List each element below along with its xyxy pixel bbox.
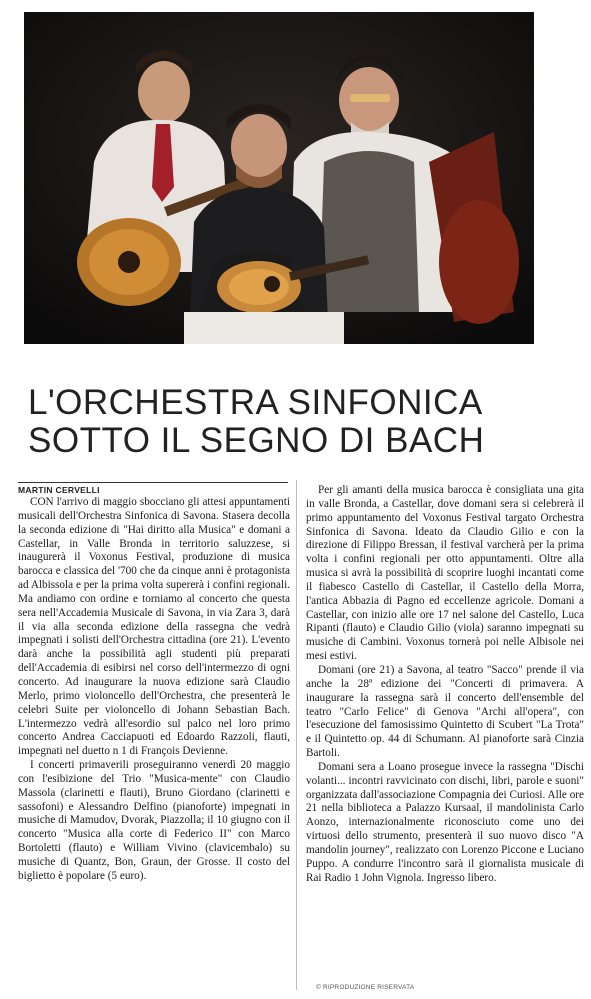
column-divider bbox=[296, 480, 297, 990]
paragraph: Domani (ore 21) a Savona, al teatro "Sacco" prende il via anche la 28ª edizione dei "Concerti di primavera. A inaugurare la rassegna sarà il concerto dell'ensemble del teatro "Carlo Felice" di Genova "Archi all'opera", con l'esecuzione del famosissimo Quintetto di Scubert "La Trota" e il Quintetto op. 44 di Schumann. Al pianoforte sarà Cinzia Bartoli. bbox=[306, 663, 584, 760]
headline-line-1: L'ORCHESTRA SINFONICA bbox=[28, 383, 483, 422]
article-headline bbox=[28, 384, 568, 460]
paragraph: I concerti primaverili proseguiranno venerdì 20 maggio con l'esibizione del Trio "Musica-mente" con Claudio Massola (clarinetti e flauti), Bruno Giordano (clarinetti e sassofoni) e Alessandro Delfino (pianoforte) impegnati in musiche di Mamudov, Dvorak, Piazzolla; il 10 giugno con il concerto "Musica alla corte di Federico II" con Marco Bortoletti (flauto) e William Vivino (clavicembalo) su musiche di Quantz, Bon, Graun, der Grosse. Il costo del biglietto è popolare (5 euro). bbox=[18, 759, 290, 882]
paragraph: Per gli amanti della musica barocca è consigliata una gita in valle Bronda, a Castellar, dove domani sera si celebrerà il primo appuntamento del Voxonus Festival targato Orchestra Sinfonica di Savona. Ideato da Claudio Gilio e con la direzione di Filippo Bressan, il festival varcherà per la prima volta i confini regionali per otto appuntamenti. Oltre alla musica si avrà la possibilità di scoprire luoghi incantati come il fiabesco Castello di Castellar, il Castello della Morra, l'antica Abbazia di Pagno ed eccellenze agricole. Domani a Castellar, con inizio alle ore 17 nel salone del Castello, Luca Ripanti (flauto) e Claudio Gilio (viola) saranno impegnati su musiche di Cambini. Voxonus tornerà poi nelle Albisole nei mesi estivi. bbox=[306, 484, 584, 663]
headline-line-2: SOTTO IL SEGNO DI BACH bbox=[28, 421, 485, 460]
copyright-note: © RIPRODUZIONE RISERVATA bbox=[316, 984, 415, 991]
author-byline: MARTIN CERVELLI bbox=[18, 482, 288, 495]
paragraph: CON l'arrivo di maggio sbocciano gli attesi appuntamenti musicali dell'Orchestra Sinfonica di Savona. Stasera decolla la seconda edizione di "Hai diritto alla Musica" e domani a Castellar, in Valle Bronda in territorio saluzzese, si inaugurerà il Voxonus Festival, produzione di musica barocca e classica del '700 che da cinque anni è protagonista ad Albissola e per la prima volta supererà i confini regionali. Ma andiamo con ordine e torniamo al concerto che questa sera nell'Accademia Musicale di Savona, in via Zara 3, darà il via alla seconda edizione della rassegna che vedrà impegnati i solisti dell'Orchestra cittadina (ore 21). L'evento darà anche la possibilità agli studenti più preparati dell'Accademia di esibirsi nel corso dell'intermezzo di ogni concerto. Ad inaugurare la nuova edizione sarà Claudio Merlo, primo violoncello dell'Orchestra, che presenterà le celebri Suite per violoncello di Johann Sebastian Bach. L'intermezzo vedrà all'esordio sul palco nel loro primo concerto Andrea Cacciapuoti ed Edoardo Razzoli, flauti, impegnati nel duetto n 1 di François Devienne. bbox=[18, 496, 290, 758]
trio-musicians-photo bbox=[24, 12, 534, 344]
article-column-right bbox=[306, 484, 584, 885]
paragraph: Domani sera a Loano prosegue invece la rassegna "Dischi volanti... incontri ravvicinato con dischi, libri, parole e suoni" organizzata dall'associazione Compagnia dei Curiosi. Alle ore 21 nella biblioteca a Palazzo Kursaal, il mandolinista Carlo Aonzo, internazionalmente riconosciuto come uno dei virtuosi dello strumento, presenterà il suo nuovo disco "A mandolin journey", realizzato con Lorenzo Piccone e Luciano Puppo. A condurre l'incontro sarà il giornalista musicale di Rai Radio 1 John Vignola. Ingresso libero. bbox=[306, 760, 584, 884]
article-photo bbox=[24, 12, 534, 344]
article-column-left bbox=[18, 496, 290, 884]
